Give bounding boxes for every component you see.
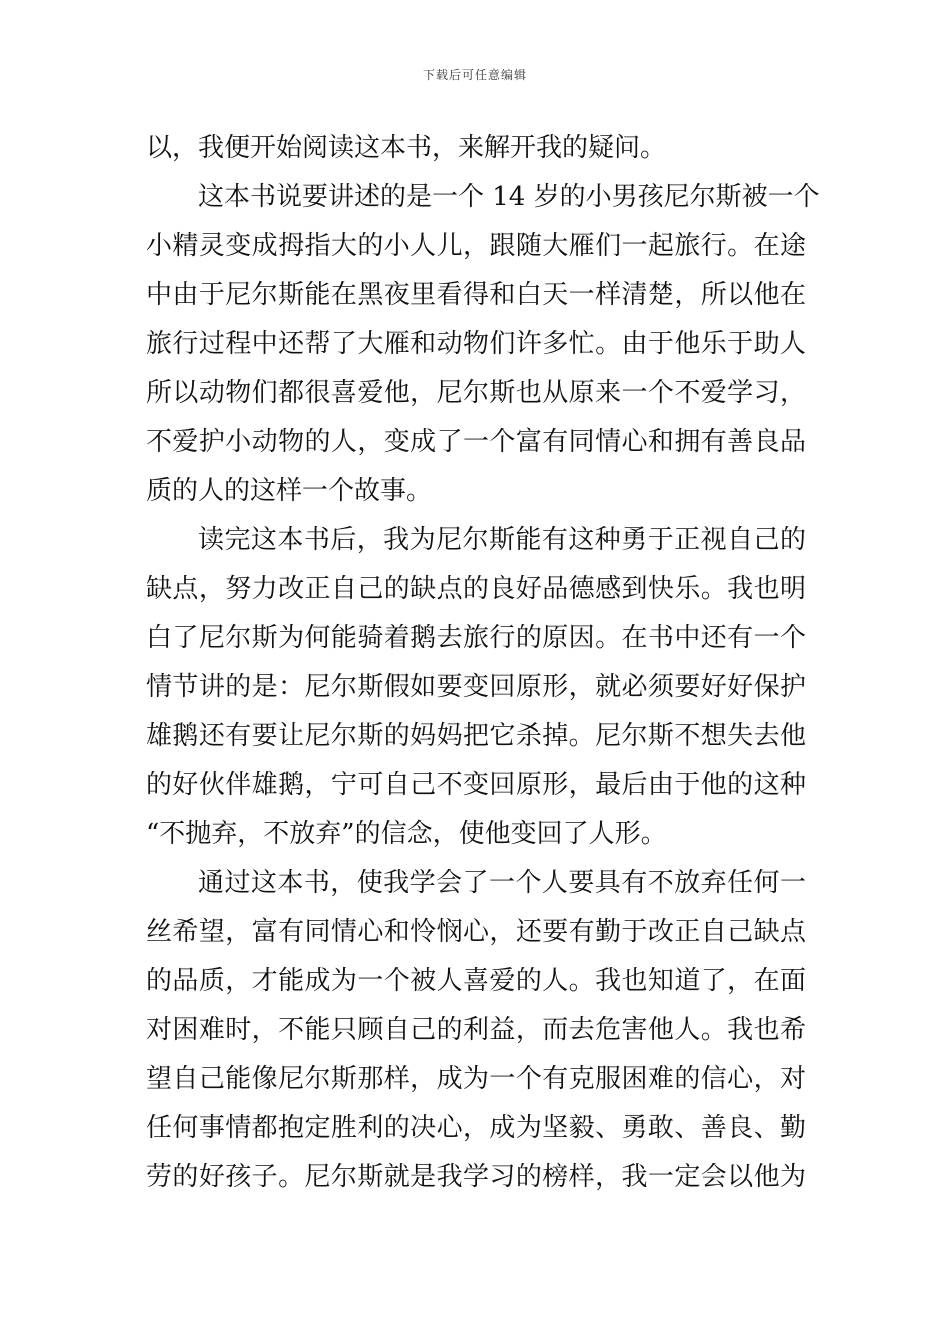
text-line: 情节讲的是：尼尔斯假如要变回原形，就必须要好好保护 — [146, 672, 806, 702]
text-line: 的好伙伴雄鹅，宁可自己不变回原形，最后由于他的这种 — [146, 770, 806, 800]
text-line: 的品质，才能成为一个被人喜爱的人。我也知道了，在面 — [146, 966, 806, 996]
text-line: 小精灵变成拇指大的小人儿，跟随大雁们一起旅行。在途 — [146, 231, 806, 261]
text-line: 缺点，努力改正自己的缺点的良好品德感到快乐。我也明 — [146, 574, 806, 604]
text-line: 质的人的这样一个故事。 — [146, 476, 433, 506]
text-line: 这本书说要讲述的是一个 14 岁的小男孩尼尔斯被一个 — [198, 182, 820, 212]
text-line: 所以动物们都很喜爱他，尼尔斯也从原来一个不爱学习， — [146, 378, 806, 408]
text-line: 旅行过程中还帮了大雁和动物们许多忙。由于他乐于助人 — [146, 329, 806, 359]
page-header: 下载后可任意编辑 — [422, 68, 527, 82]
text-line: 任何事情都抱定胜利的决心，成为坚毅、勇敢、善良、勤 — [146, 1113, 806, 1143]
text-line: 中由于尼尔斯能在黑夜里看得和白天一样清楚，所以他在 — [146, 280, 806, 310]
body-text — [146, 124, 820, 1202]
text-line: 读完这本书后，我为尼尔斯能有这种勇于正视自己的 — [198, 525, 806, 555]
text-line: 白了尼尔斯为何能骑着鹅去旅行的原因。在书中还有一个 — [146, 623, 806, 653]
text-line: 不爱护小动物的人，变成了一个富有同情心和拥有善良品 — [146, 427, 806, 457]
text-line: 对困难时，不能只顾自己的利益，而去危害他人。我也希 — [146, 1015, 806, 1045]
text-line: 劳的好孩子。尼尔斯就是我学习的榜样，我一定会以他为 — [146, 1162, 806, 1192]
text-line: 通过这本书，使我学会了一个人要具有不放弃任何一 — [198, 868, 806, 898]
text-line: 望自己能像尼尔斯那样，成为一个有克服困难的信心，对 — [146, 1064, 806, 1094]
text-line: “不抛弃，不放弃”的信念，使他变回了人形。 — [146, 819, 667, 849]
text-line: 雄鹅还有要让尼尔斯的妈妈把它杀掉。尼尔斯不想失去他 — [146, 721, 806, 751]
text-line: 丝希望，富有同情心和怜悯心，还要有勤于改正自己缺点 — [146, 917, 806, 947]
text-line: 以，我便开始阅读这本书，来解开我的疑问。 — [146, 133, 667, 163]
